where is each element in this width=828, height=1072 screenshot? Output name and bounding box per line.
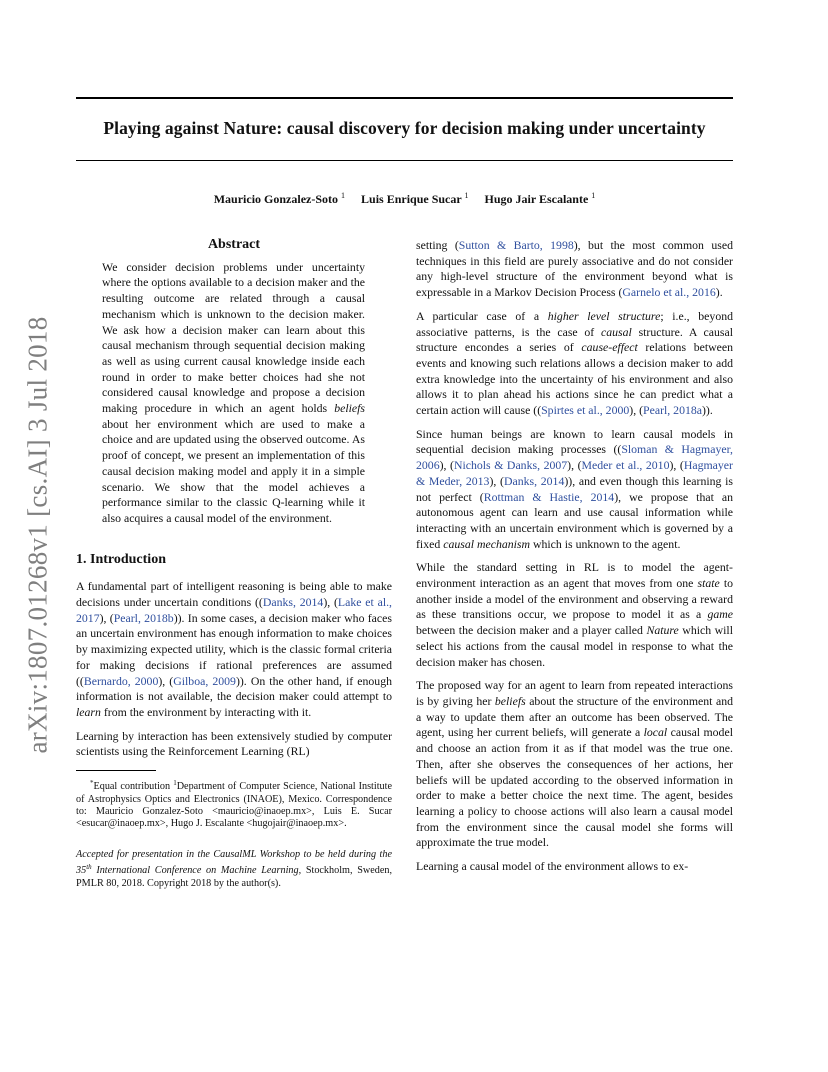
emphasis: learn — [76, 704, 101, 719]
paragraph: While the standard setting in RL is to model the agent-environment interaction as an agent that moves from one state to another inside a model of the environment and observing a reward as these transitions occur, we propose to model it as a game between the decision maker and a player called Nature which will select his actions from the causal model in response to what the decision maker has chosen. — [416, 560, 733, 669]
left-column — [76, 237, 392, 890]
right-column — [416, 238, 733, 883]
citation-link[interactable]: Lake et al., 2017 — [76, 595, 393, 625]
abstract-text-part: We consider decision problems under uncertainty where the options available to a decision maker and the resulting outcome are related through a causal mechanism which is unknown to the decision maker. We ask how a decision maker can learn about this causal mechanism through sequential decision making as well as using current causal knowledge inside each round in order to make better choices had she not considered causal knowledge and propose a decision making procedure in which an agent holds — [102, 259, 365, 416]
citation-link[interactable]: Danks, 2014 — [503, 473, 565, 488]
citation-link[interactable]: Rottman & Hastie, 2014 — [483, 489, 615, 504]
author-list — [76, 191, 733, 207]
author-affiliation: 1 — [464, 191, 469, 200]
citation-link[interactable]: Nichols & Danks, 2007 — [453, 458, 568, 473]
citation-link[interactable]: Danks, 2014 — [262, 595, 324, 610]
author-affiliation: 1 — [341, 191, 346, 200]
author-name: Mauricio Gonzalez-Soto — [213, 192, 339, 206]
paragraph: A particular case of a higher level structure; i.e., beyond associative patterns, is the case of causal structure. A causal structure encondes a series of cause-effect relations between events and knowing such relations allows a decision maker to add extra knowledge into the uncertainty of his environment and also allows it to plan ahead his actions since he can predict what a certain action will cause ((Spirtes et al., 2000), (Pearl, 2018a)). — [416, 308, 734, 418]
citation-link[interactable]: Hagmayer & Meder, 2013 — [416, 458, 733, 488]
abstract-text — [102, 260, 365, 527]
title-top-rule — [76, 97, 733, 99]
paragraph: Learning by interaction has been extensively studied by computer scientists using the Reinforcement Learning (RL) — [76, 728, 392, 759]
paragraph: setting (Sutton & Barto, 1998), but the most common used techniques in this field are purely associative and do not consider any high-level structure of the environment beyond what is expressable in a Markov Decision Process (Garnelo et al., 2016). — [416, 238, 733, 300]
citation-link[interactable]: Gilboa, 2009 — [173, 673, 236, 688]
paragraph: Since human beings are known to learn causal models in sequential decision making processes ((Sloman & Hagmayer, 2006), (Nichols & Danks, 2007), (Meder et al., 2010), (Hagmayer & Meder, 2013), (Danks, 2014)), and even though this learning is not perfect (Rottman & Hastie, 2014), we propose that an autonomous agent can learn and use causal information while interacting with an uncertain environment which is governed by a fixed causal mechanism which is unknown to the agent. — [416, 426, 733, 551]
title-bottom-rule — [76, 160, 733, 161]
paragraph: The proposed way for an agent to learn from repeated interactions is by giving her beliefs about the structure of the environment and a way to update them after an outcome has been observed. The agent, using her current beliefs, will generate a local causal model and choose an action from it as if that model was the true one. Then, after she observes the consequences of her actions, her beliefs will be updated according to the observed information in order to make a better choice the next time. The agent, besides learning a policy to choose actions will also learn a causal model from the environment since the causal model she forms will approximate the true model. — [416, 678, 733, 850]
citation-link[interactable]: Sloman & Hagmayer, 2006 — [416, 442, 733, 473]
paragraph: A fundamental part of intelligent reasoning is being able to make decisions under uncertain conditions ((Danks, 2014), (Lake et al., 2017), (Pearl, 2018b)). In some cases, a decision maker who faces an uncertain environment has enough information to make choices by maximizing expected utility, which is the classic formal criteria for making decisions if rational preferences are assumed ((Bernardo, 2000), (Gilboa, 2009)). On the other hand, if enough information is not available, the decision maker could attempt to learn from the environment by interacting with it. — [76, 579, 393, 719]
section-heading-introduction: 1. Introduction — [76, 551, 166, 567]
author-affiliation: 1 — [591, 191, 596, 200]
paper-title: Playing against Nature: causal discovery for decision making under uncertainty — [103, 118, 706, 138]
citation-link[interactable]: Bernardo, 2000 — [83, 673, 159, 688]
footnote-affiliations: *Equal contribution $^1$Department of Computer Science, National Institute of Astrophysics Optics and Electronics (INAOE), Mexico. Correspondence to: Mauricio Gonzalez-Soto <mauricio@inaoep.mx>, Luis E. Sucar <esucar@inaoep.mx>, Hugo J. Escalante <hugojair@inaoep.mx>. — [76, 779, 392, 830]
citation-link[interactable]: Sutton & Barto, 1998 — [458, 238, 574, 252]
paragraph: Learning a causal model of the environment allows to ex- — [416, 859, 689, 874]
citation-link[interactable]: Pearl, 2018b — [113, 610, 174, 625]
arxiv-identifier-stamp: arXiv:1807.01268v1 [cs.AI] 3 Jul 2018 — [22, 316, 53, 754]
footnotes — [76, 777, 392, 890]
citation-link[interactable]: Meder et al., 2010 — [581, 458, 670, 473]
citation-link[interactable]: Pearl, 2018a — [643, 403, 702, 418]
abstract-heading: Abstract — [207, 237, 261, 252]
author-name: Luis Enrique Sucar — [361, 192, 462, 206]
citation-link[interactable]: Spirtes et al., 2000 — [541, 403, 630, 418]
footnote-acceptance: Accepted for presentation in the CausalML Workshop to be held during the 35th International Conference on Machine Learning, Stockholm, Sweden, PMLR 80, 2018. Copyright 2018 by the author(s). — [76, 848, 393, 889]
abstract-emphasis: beliefs — [334, 401, 365, 416]
citation-link[interactable]: Garnelo et al., 2016 — [622, 285, 716, 300]
footnote-rule — [76, 770, 156, 771]
abstract-text-part: about her environment which are used to make a choice and are updated using the observed outcome. As proof of concept, we present an implementation of this causal decision making model and apply it in a simple scenario. We show that the model achieves a performance similar to the classic Q-learning while it also acquires a causal model of the environment. — [102, 416, 365, 525]
author-name: Hugo Jair Escalante — [484, 192, 589, 206]
